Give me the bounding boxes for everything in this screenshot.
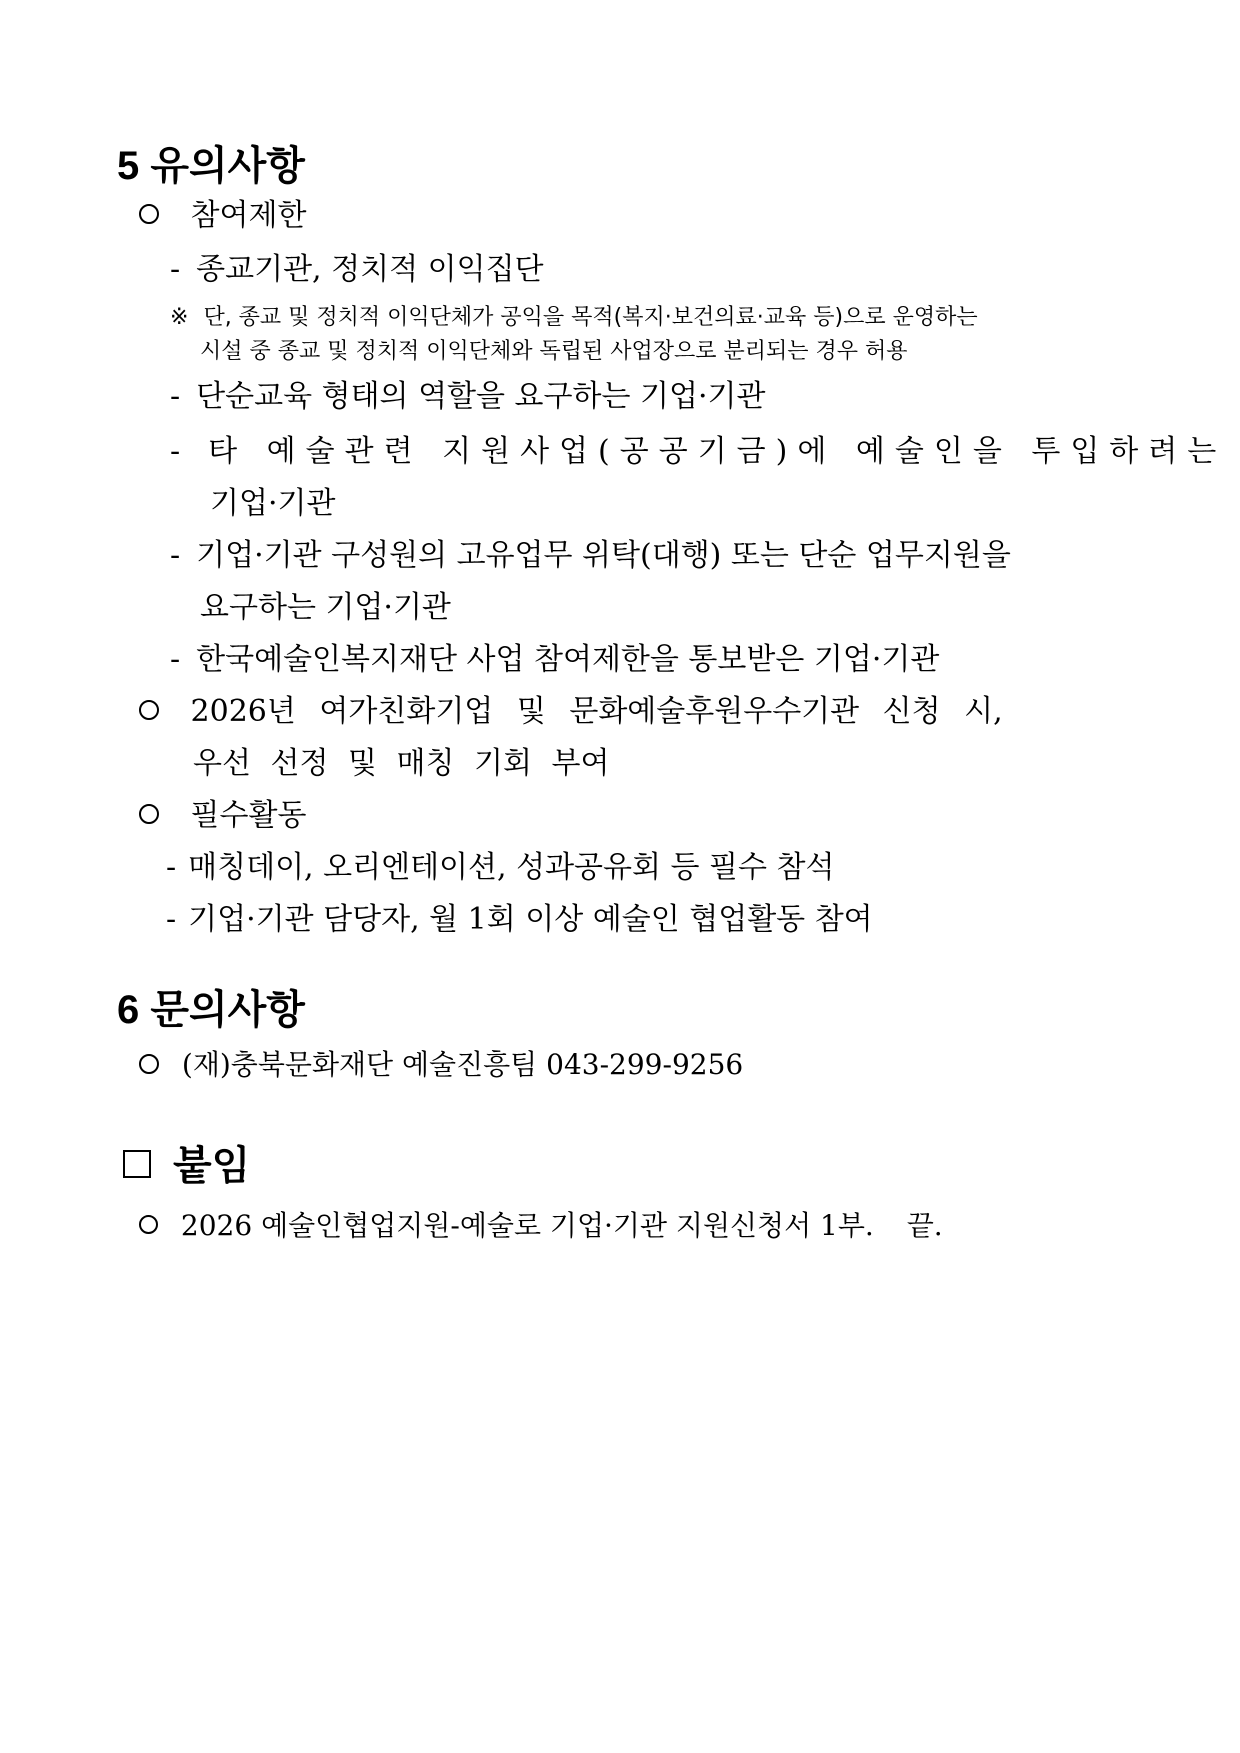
- dash-bullet: -: [170, 252, 181, 287]
- contact-text: (재)충북문화재단 예술진흥팀 043-299-9256: [181, 1048, 744, 1081]
- circle-bullet-icon: [139, 204, 159, 224]
- attachment-item-row: [139, 1206, 943, 1246]
- priority-line-2: 우선 선정 및 매칭 기회 부여: [193, 746, 610, 781]
- end-mark: 끝.: [906, 1209, 943, 1242]
- required-heading-row: [139, 796, 306, 836]
- circle-bullet-icon: [139, 804, 159, 824]
- restriction-item-3-cont: 기업·기관: [210, 486, 336, 521]
- contact-row: [139, 1045, 743, 1085]
- required-heading: 필수활동: [190, 798, 307, 833]
- checkbox-square-icon: [123, 1150, 151, 1178]
- section-5-title: 5 유의사항: [117, 144, 305, 188]
- required-item-2: - 기업·기관 담당자, 월 1회 이상 예술인 협업활동 참여: [166, 902, 873, 937]
- note-line-1: 단, 종교 및 정치적 이익단체가 공익을 목적(복지·보건의료·교육 등)으로 운영하는: [203, 305, 978, 330]
- restriction-item-4: - 기업·기관 구성원의 고유업무 위탁(대행) 또는 단순 업무지원을: [170, 538, 1011, 573]
- restriction-item-4-cont: 요구하는 기업·기관: [200, 590, 451, 625]
- restrictions-heading-row: [139, 196, 306, 236]
- required-item-1: - 매칭데이, 오리엔테이션, 성과공유회 등 필수 참석: [166, 850, 835, 885]
- priority-row: [139, 692, 1118, 732]
- restriction-item-2: - 단순교육 형태의 역할을 요구하는 기업·기관: [170, 379, 766, 414]
- attachment-title: 붙임: [173, 1144, 251, 1188]
- circle-bullet-icon: [139, 1054, 159, 1074]
- attachment-item: 2026 예술인협업지원-예술로 기업·기관 지원신청서 1부.: [180, 1209, 874, 1242]
- section-6-title: 6 문의사항: [117, 988, 305, 1032]
- restriction-item-5: - 한국예술인복지재단 사업 참여제한을 통보받은 기업·기관: [170, 642, 940, 677]
- restrictions-heading: 참여제한: [190, 198, 307, 233]
- note-mark: ※: [170, 305, 189, 330]
- circle-bullet-icon: [139, 700, 159, 720]
- note-line-2: 시설 중 종교 및 정치적 이익단체와 독립된 사업장으로 분리되는 경우 허용: [200, 339, 908, 364]
- restriction-item-3: - 타 예술관련 지원사업(공공기금)에 예술인을 투입하려는: [170, 434, 1227, 469]
- attachment-title-row: [123, 1142, 250, 1190]
- restriction-note: [170, 302, 978, 334]
- restriction-item-1: - 종교기관, 정치적 이익집단: [170, 252, 544, 287]
- circle-bullet-icon: [139, 1215, 158, 1234]
- priority-line-1: 2026년 여가친화기업 및 문화예술후원우수기관 신청 시,: [190, 694, 1003, 729]
